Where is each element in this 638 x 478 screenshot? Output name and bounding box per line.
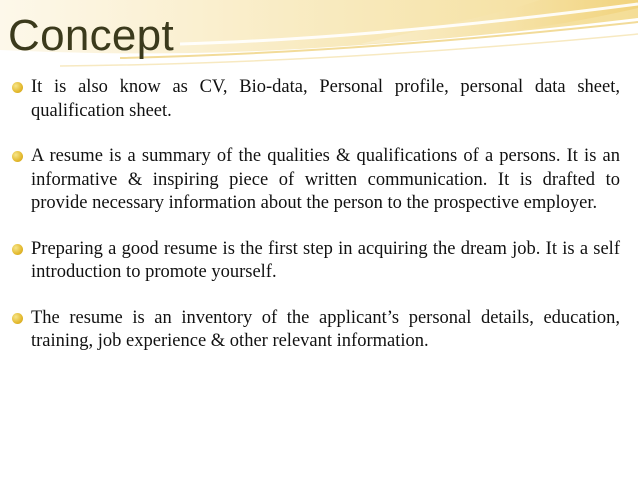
gold-dot-bullet-icon xyxy=(12,151,23,162)
bullet-item xyxy=(12,145,620,216)
bullet-text: The resume is an inventory of the applicant’s personal details, education, training, job experience & other relevant information. xyxy=(31,307,620,351)
bullet-list xyxy=(12,76,620,354)
gold-dot-bullet-icon xyxy=(12,82,23,93)
bullet-text: A resume is a summary of the qualities & qualifications of a persons. It is an informative & inspiring piece of written communication. It is drafted to provide necessary information about the person to the prospective employer. xyxy=(31,146,620,213)
bullet-item xyxy=(12,76,620,123)
bullet-text: Preparing a good resume is the first step in acquiring the dream job. It is a self introduction to promote yourself. xyxy=(31,238,620,282)
gold-dot-bullet-icon xyxy=(12,313,23,324)
bullet-text: It is also know as CV, Bio-data, Personal profile, personal data sheet, qualification sheet. xyxy=(31,77,620,121)
bullet-item xyxy=(12,238,620,285)
bullet-item xyxy=(12,307,620,354)
gold-dot-bullet-icon xyxy=(12,244,23,255)
slide-title: Concept xyxy=(8,11,174,60)
